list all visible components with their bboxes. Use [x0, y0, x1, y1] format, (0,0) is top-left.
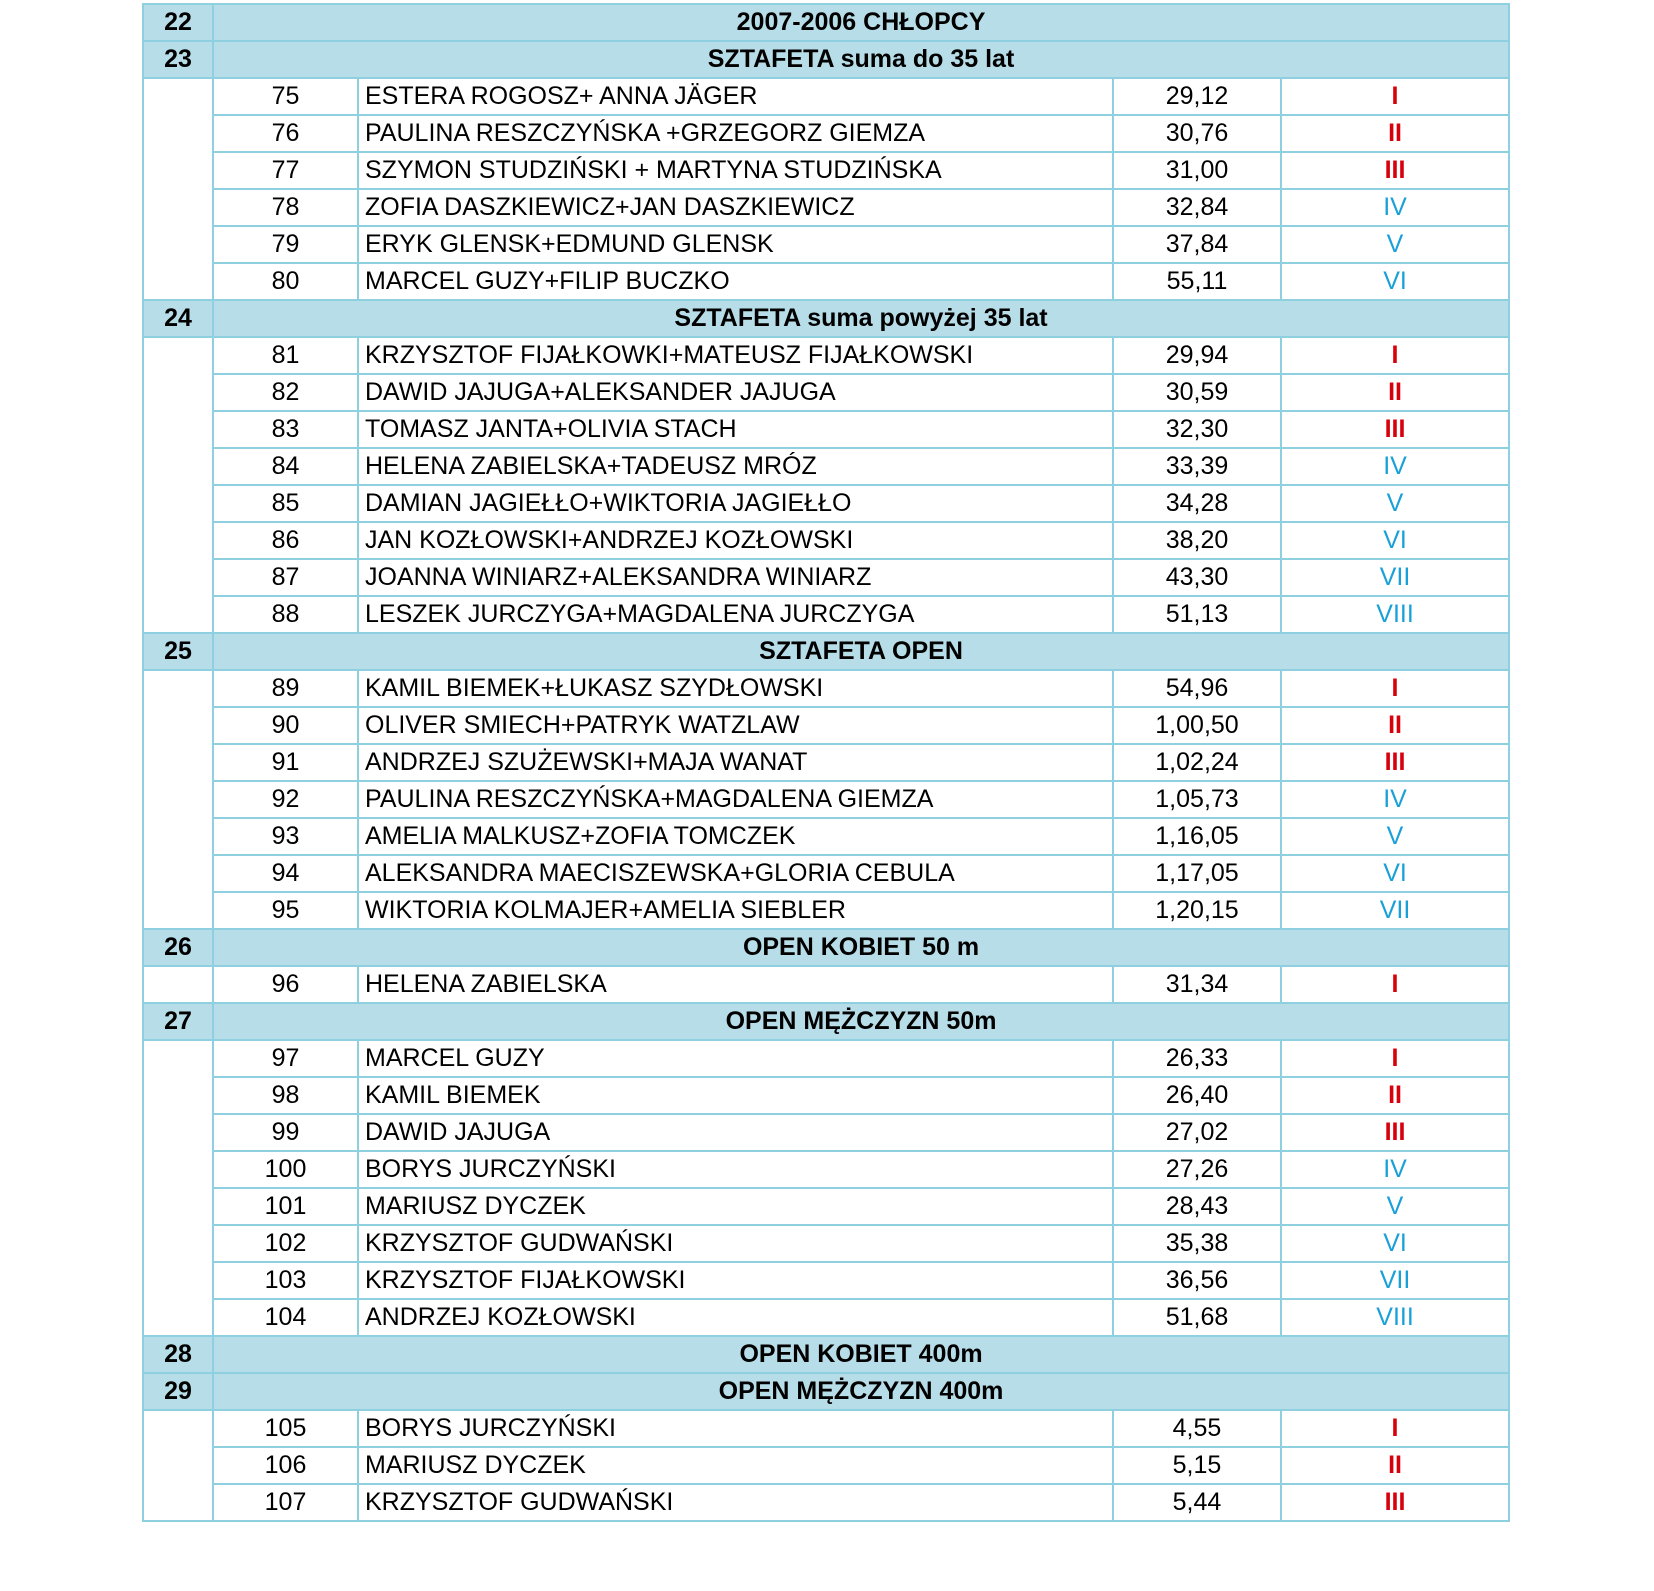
category-spacer-cell: [143, 1299, 213, 1336]
participant-name: ERYK GLENSK+EDMUND GLENSK: [358, 226, 1113, 263]
category-spacer-cell: [143, 744, 213, 781]
participant-name: MARCEL GUZY+FILIP BUCZKO: [358, 263, 1113, 300]
result-time: 26,40: [1113, 1077, 1281, 1114]
place-rank: IV: [1281, 189, 1509, 226]
category-number: 22: [143, 4, 213, 41]
participant-name: KRZYSZTOF GUDWAŃSKI: [358, 1484, 1113, 1521]
category-spacer-cell: [143, 707, 213, 744]
place-rank: V: [1281, 1188, 1509, 1225]
table-row: [143, 522, 1509, 559]
result-time: 51,13: [1113, 596, 1281, 633]
category-number: 28: [143, 1336, 213, 1373]
category-spacer-cell: [143, 1447, 213, 1484]
category-header-row: [143, 41, 1509, 78]
category-spacer-cell: [143, 1188, 213, 1225]
result-time: 31,00: [1113, 152, 1281, 189]
category-spacer-cell: [143, 596, 213, 633]
entry-number: 84: [213, 448, 358, 485]
category-spacer-cell: [143, 485, 213, 522]
participant-name: ZOFIA DASZKIEWICZ+JAN DASZKIEWICZ: [358, 189, 1113, 226]
result-time: 1,02,24: [1113, 744, 1281, 781]
category-header-row: [143, 300, 1509, 337]
entry-number: 107: [213, 1484, 358, 1521]
entry-number: 96: [213, 966, 358, 1003]
place-rank: IV: [1281, 448, 1509, 485]
entry-number: 105: [213, 1410, 358, 1447]
entry-number: 94: [213, 855, 358, 892]
place-rank: V: [1281, 226, 1509, 263]
participant-name: KRZYSZTOF GUDWAŃSKI: [358, 1225, 1113, 1262]
entry-number: 103: [213, 1262, 358, 1299]
category-header-row: [143, 633, 1509, 670]
participant-name: DAMIAN JAGIEŁŁO+WIKTORIA JAGIEŁŁO: [358, 485, 1113, 522]
category-spacer-cell: [143, 855, 213, 892]
table-row: [143, 1262, 1509, 1299]
participant-name: BORYS JURCZYŃSKI: [358, 1410, 1113, 1447]
category-header-row: [143, 929, 1509, 966]
category-spacer-cell: [143, 966, 213, 1003]
entry-number: 79: [213, 226, 358, 263]
participant-name: HELENA ZABIELSKA+TADEUSZ MRÓZ: [358, 448, 1113, 485]
result-time: 4,55: [1113, 1410, 1281, 1447]
result-time: 51,68: [1113, 1299, 1281, 1336]
category-number: 25: [143, 633, 213, 670]
result-time: 54,96: [1113, 670, 1281, 707]
category-spacer-cell: [143, 781, 213, 818]
place-rank: II: [1281, 1447, 1509, 1484]
result-time: 30,76: [1113, 115, 1281, 152]
table-row: [143, 1114, 1509, 1151]
participant-name: JOANNA WINIARZ+ALEKSANDRA WINIARZ: [358, 559, 1113, 596]
table-row: [143, 1299, 1509, 1336]
table-row: [143, 226, 1509, 263]
table-row: [143, 485, 1509, 522]
place-rank: I: [1281, 337, 1509, 374]
participant-name: KRZYSZTOF FIJAŁKOWSKI: [358, 1262, 1113, 1299]
category-spacer-cell: [143, 1114, 213, 1151]
participant-name: JAN KOZŁOWSKI+ANDRZEJ KOZŁOWSKI: [358, 522, 1113, 559]
participant-name: MARIUSZ DYCZEK: [358, 1188, 1113, 1225]
place-rank: III: [1281, 1114, 1509, 1151]
result-time: 37,84: [1113, 226, 1281, 263]
table-row: [143, 78, 1509, 115]
table-row: [143, 1410, 1509, 1447]
entry-number: 98: [213, 1077, 358, 1114]
category-spacer-cell: [143, 1151, 213, 1188]
result-time: 43,30: [1113, 559, 1281, 596]
place-rank: III: [1281, 152, 1509, 189]
result-time: 32,84: [1113, 189, 1281, 226]
participant-name: ANDRZEJ KOZŁOWSKI: [358, 1299, 1113, 1336]
place-rank: VII: [1281, 1262, 1509, 1299]
place-rank: VII: [1281, 892, 1509, 929]
result-time: 26,33: [1113, 1040, 1281, 1077]
entry-number: 93: [213, 818, 358, 855]
table-row: [143, 1225, 1509, 1262]
place-rank: I: [1281, 1410, 1509, 1447]
participant-name: ESTERA ROGOSZ+ ANNA JÄGER: [358, 78, 1113, 115]
category-spacer-cell: [143, 374, 213, 411]
place-rank: III: [1281, 411, 1509, 448]
table-row: [143, 1447, 1509, 1484]
category-spacer-cell: [143, 1262, 213, 1299]
entry-number: 80: [213, 263, 358, 300]
category-title: SZTAFETA suma powyżej 35 lat: [213, 300, 1509, 337]
place-rank: IV: [1281, 1151, 1509, 1188]
entry-number: 86: [213, 522, 358, 559]
result-time: 32,30: [1113, 411, 1281, 448]
place-rank: VIII: [1281, 596, 1509, 633]
table-row: [143, 559, 1509, 596]
participant-name: KAMIL BIEMEK+ŁUKASZ SZYDŁOWSKI: [358, 670, 1113, 707]
entry-number: 92: [213, 781, 358, 818]
place-rank: VI: [1281, 1225, 1509, 1262]
place-rank: VI: [1281, 263, 1509, 300]
category-number: 26: [143, 929, 213, 966]
entry-number: 91: [213, 744, 358, 781]
category-spacer-cell: [143, 522, 213, 559]
participant-name: MARCEL GUZY: [358, 1040, 1113, 1077]
category-header-row: [143, 1336, 1509, 1373]
category-title: OPEN KOBIET 400m: [213, 1336, 1509, 1373]
table-row: [143, 411, 1509, 448]
table-row: [143, 781, 1509, 818]
place-rank: V: [1281, 485, 1509, 522]
table-row: [143, 1077, 1509, 1114]
table-row: [143, 596, 1509, 633]
table-row: [143, 892, 1509, 929]
place-rank: I: [1281, 78, 1509, 115]
table-row: [143, 374, 1509, 411]
participant-name: HELENA ZABIELSKA: [358, 966, 1113, 1003]
entry-number: 95: [213, 892, 358, 929]
place-rank: VIII: [1281, 1299, 1509, 1336]
category-header-row: [143, 1003, 1509, 1040]
table-row: [143, 966, 1509, 1003]
category-spacer-cell: [143, 115, 213, 152]
entry-number: 104: [213, 1299, 358, 1336]
result-time: 1,16,05: [1113, 818, 1281, 855]
category-spacer-cell: [143, 411, 213, 448]
participant-name: PAULINA RESZCZYŃSKA +GRZEGORZ GIEMZA: [358, 115, 1113, 152]
entry-number: 101: [213, 1188, 358, 1225]
participant-name: WIKTORIA KOLMAJER+AMELIA SIEBLER: [358, 892, 1113, 929]
category-title: SZTAFETA OPEN: [213, 633, 1509, 670]
entry-number: 85: [213, 485, 358, 522]
entry-number: 78: [213, 189, 358, 226]
entry-number: 99: [213, 1114, 358, 1151]
entry-number: 88: [213, 596, 358, 633]
table-row: [143, 189, 1509, 226]
place-rank: II: [1281, 1077, 1509, 1114]
participant-name: OLIVER SMIECH+PATRYK WATZLAW: [358, 707, 1113, 744]
category-spacer-cell: [143, 892, 213, 929]
participant-name: KAMIL BIEMEK: [358, 1077, 1113, 1114]
entry-number: 77: [213, 152, 358, 189]
result-time: 5,15: [1113, 1447, 1281, 1484]
entry-number: 83: [213, 411, 358, 448]
participant-name: SZYMON STUDZIŃSKI + MARTYNA STUDZIŃSKA: [358, 152, 1113, 189]
table-row: [143, 670, 1509, 707]
entry-number: 90: [213, 707, 358, 744]
category-spacer-cell: [143, 559, 213, 596]
place-rank: VI: [1281, 855, 1509, 892]
category-spacer-cell: [143, 1077, 213, 1114]
place-rank: III: [1281, 1484, 1509, 1521]
result-time: 35,38: [1113, 1225, 1281, 1262]
result-time: 34,28: [1113, 485, 1281, 522]
place-rank: II: [1281, 374, 1509, 411]
participant-name: DAWID JAJUGA+ALEKSANDER JAJUGA: [358, 374, 1113, 411]
category-spacer-cell: [143, 337, 213, 374]
place-rank: VII: [1281, 559, 1509, 596]
result-time: 1,20,15: [1113, 892, 1281, 929]
category-spacer-cell: [143, 78, 213, 115]
result-time: 33,39: [1113, 448, 1281, 485]
table-row: [143, 448, 1509, 485]
category-spacer-cell: [143, 226, 213, 263]
category-title: OPEN MĘŻCZYZN 400m: [213, 1373, 1509, 1410]
entry-number: 75: [213, 78, 358, 115]
participant-name: KRZYSZTOF FIJAŁKOWKI+MATEUSZ FIJAŁKOWSKI: [358, 337, 1113, 374]
entry-number: 82: [213, 374, 358, 411]
category-title: OPEN KOBIET 50 m: [213, 929, 1509, 966]
table-row: [143, 152, 1509, 189]
result-time: 28,43: [1113, 1188, 1281, 1225]
category-header-row: [143, 4, 1509, 41]
place-rank: I: [1281, 670, 1509, 707]
entry-number: 106: [213, 1447, 358, 1484]
category-title: SZTAFETA suma do 35 lat: [213, 41, 1509, 78]
entry-number: 87: [213, 559, 358, 596]
place-rank: II: [1281, 115, 1509, 152]
table-row: [143, 1188, 1509, 1225]
table-row: [143, 818, 1509, 855]
participant-name: DAWID JAJUGA: [358, 1114, 1113, 1151]
category-spacer-cell: [143, 448, 213, 485]
participant-name: PAULINA RESZCZYŃSKA+MAGDALENA GIEMZA: [358, 781, 1113, 818]
category-number: 23: [143, 41, 213, 78]
participant-name: TOMASZ JANTA+OLIVIA STACH: [358, 411, 1113, 448]
table-row: [143, 1484, 1509, 1521]
result-time: 38,20: [1113, 522, 1281, 559]
result-time: 1,05,73: [1113, 781, 1281, 818]
category-header-row: [143, 1373, 1509, 1410]
place-rank: II: [1281, 707, 1509, 744]
category-spacer-cell: [143, 670, 213, 707]
result-time: 36,56: [1113, 1262, 1281, 1299]
participant-name: ALEKSANDRA MAECISZEWSKA+GLORIA CEBULA: [358, 855, 1113, 892]
category-spacer-cell: [143, 1225, 213, 1262]
result-time: 31,34: [1113, 966, 1281, 1003]
category-spacer-cell: [143, 189, 213, 226]
table-row: [143, 337, 1509, 374]
category-spacer-cell: [143, 263, 213, 300]
place-rank: I: [1281, 1040, 1509, 1077]
entry-number: 102: [213, 1225, 358, 1262]
place-rank: IV: [1281, 781, 1509, 818]
category-spacer-cell: [143, 1484, 213, 1521]
table-row: [143, 263, 1509, 300]
table-row: [143, 1151, 1509, 1188]
category-spacer-cell: [143, 818, 213, 855]
place-rank: V: [1281, 818, 1509, 855]
category-number: 24: [143, 300, 213, 337]
participant-name: BORYS JURCZYŃSKI: [358, 1151, 1113, 1188]
category-title: 2007-2006 CHŁOPCY: [213, 4, 1509, 41]
entry-number: 100: [213, 1151, 358, 1188]
result-time: 29,12: [1113, 78, 1281, 115]
entry-number: 81: [213, 337, 358, 374]
category-number: 29: [143, 1373, 213, 1410]
table-row: [143, 744, 1509, 781]
entry-number: 76: [213, 115, 358, 152]
table-row: [143, 707, 1509, 744]
category-spacer-cell: [143, 1410, 213, 1447]
result-time: 30,59: [1113, 374, 1281, 411]
category-title: OPEN MĘŻCZYZN 50m: [213, 1003, 1509, 1040]
place-rank: I: [1281, 966, 1509, 1003]
category-spacer-cell: [143, 152, 213, 189]
result-time: 27,26: [1113, 1151, 1281, 1188]
entry-number: 89: [213, 670, 358, 707]
result-time: 29,94: [1113, 337, 1281, 374]
results-table-body: [143, 4, 1509, 1521]
category-spacer-cell: [143, 1040, 213, 1077]
result-time: 1,17,05: [1113, 855, 1281, 892]
participant-name: MARIUSZ DYCZEK: [358, 1447, 1113, 1484]
entry-number: 97: [213, 1040, 358, 1077]
participant-name: AMELIA MALKUSZ+ZOFIA TOMCZEK: [358, 818, 1113, 855]
participant-name: LESZEK JURCZYGA+MAGDALENA JURCZYGA: [358, 596, 1113, 633]
table-row: [143, 115, 1509, 152]
place-rank: VI: [1281, 522, 1509, 559]
results-table: [142, 3, 1510, 1522]
place-rank: III: [1281, 744, 1509, 781]
result-time: 27,02: [1113, 1114, 1281, 1151]
result-time: 1,00,50: [1113, 707, 1281, 744]
result-time: 5,44: [1113, 1484, 1281, 1521]
participant-name: ANDRZEJ SZUŻEWSKI+MAJA WANAT: [358, 744, 1113, 781]
result-time: 55,11: [1113, 263, 1281, 300]
table-row: [143, 855, 1509, 892]
category-number: 27: [143, 1003, 213, 1040]
table-row: [143, 1040, 1509, 1077]
